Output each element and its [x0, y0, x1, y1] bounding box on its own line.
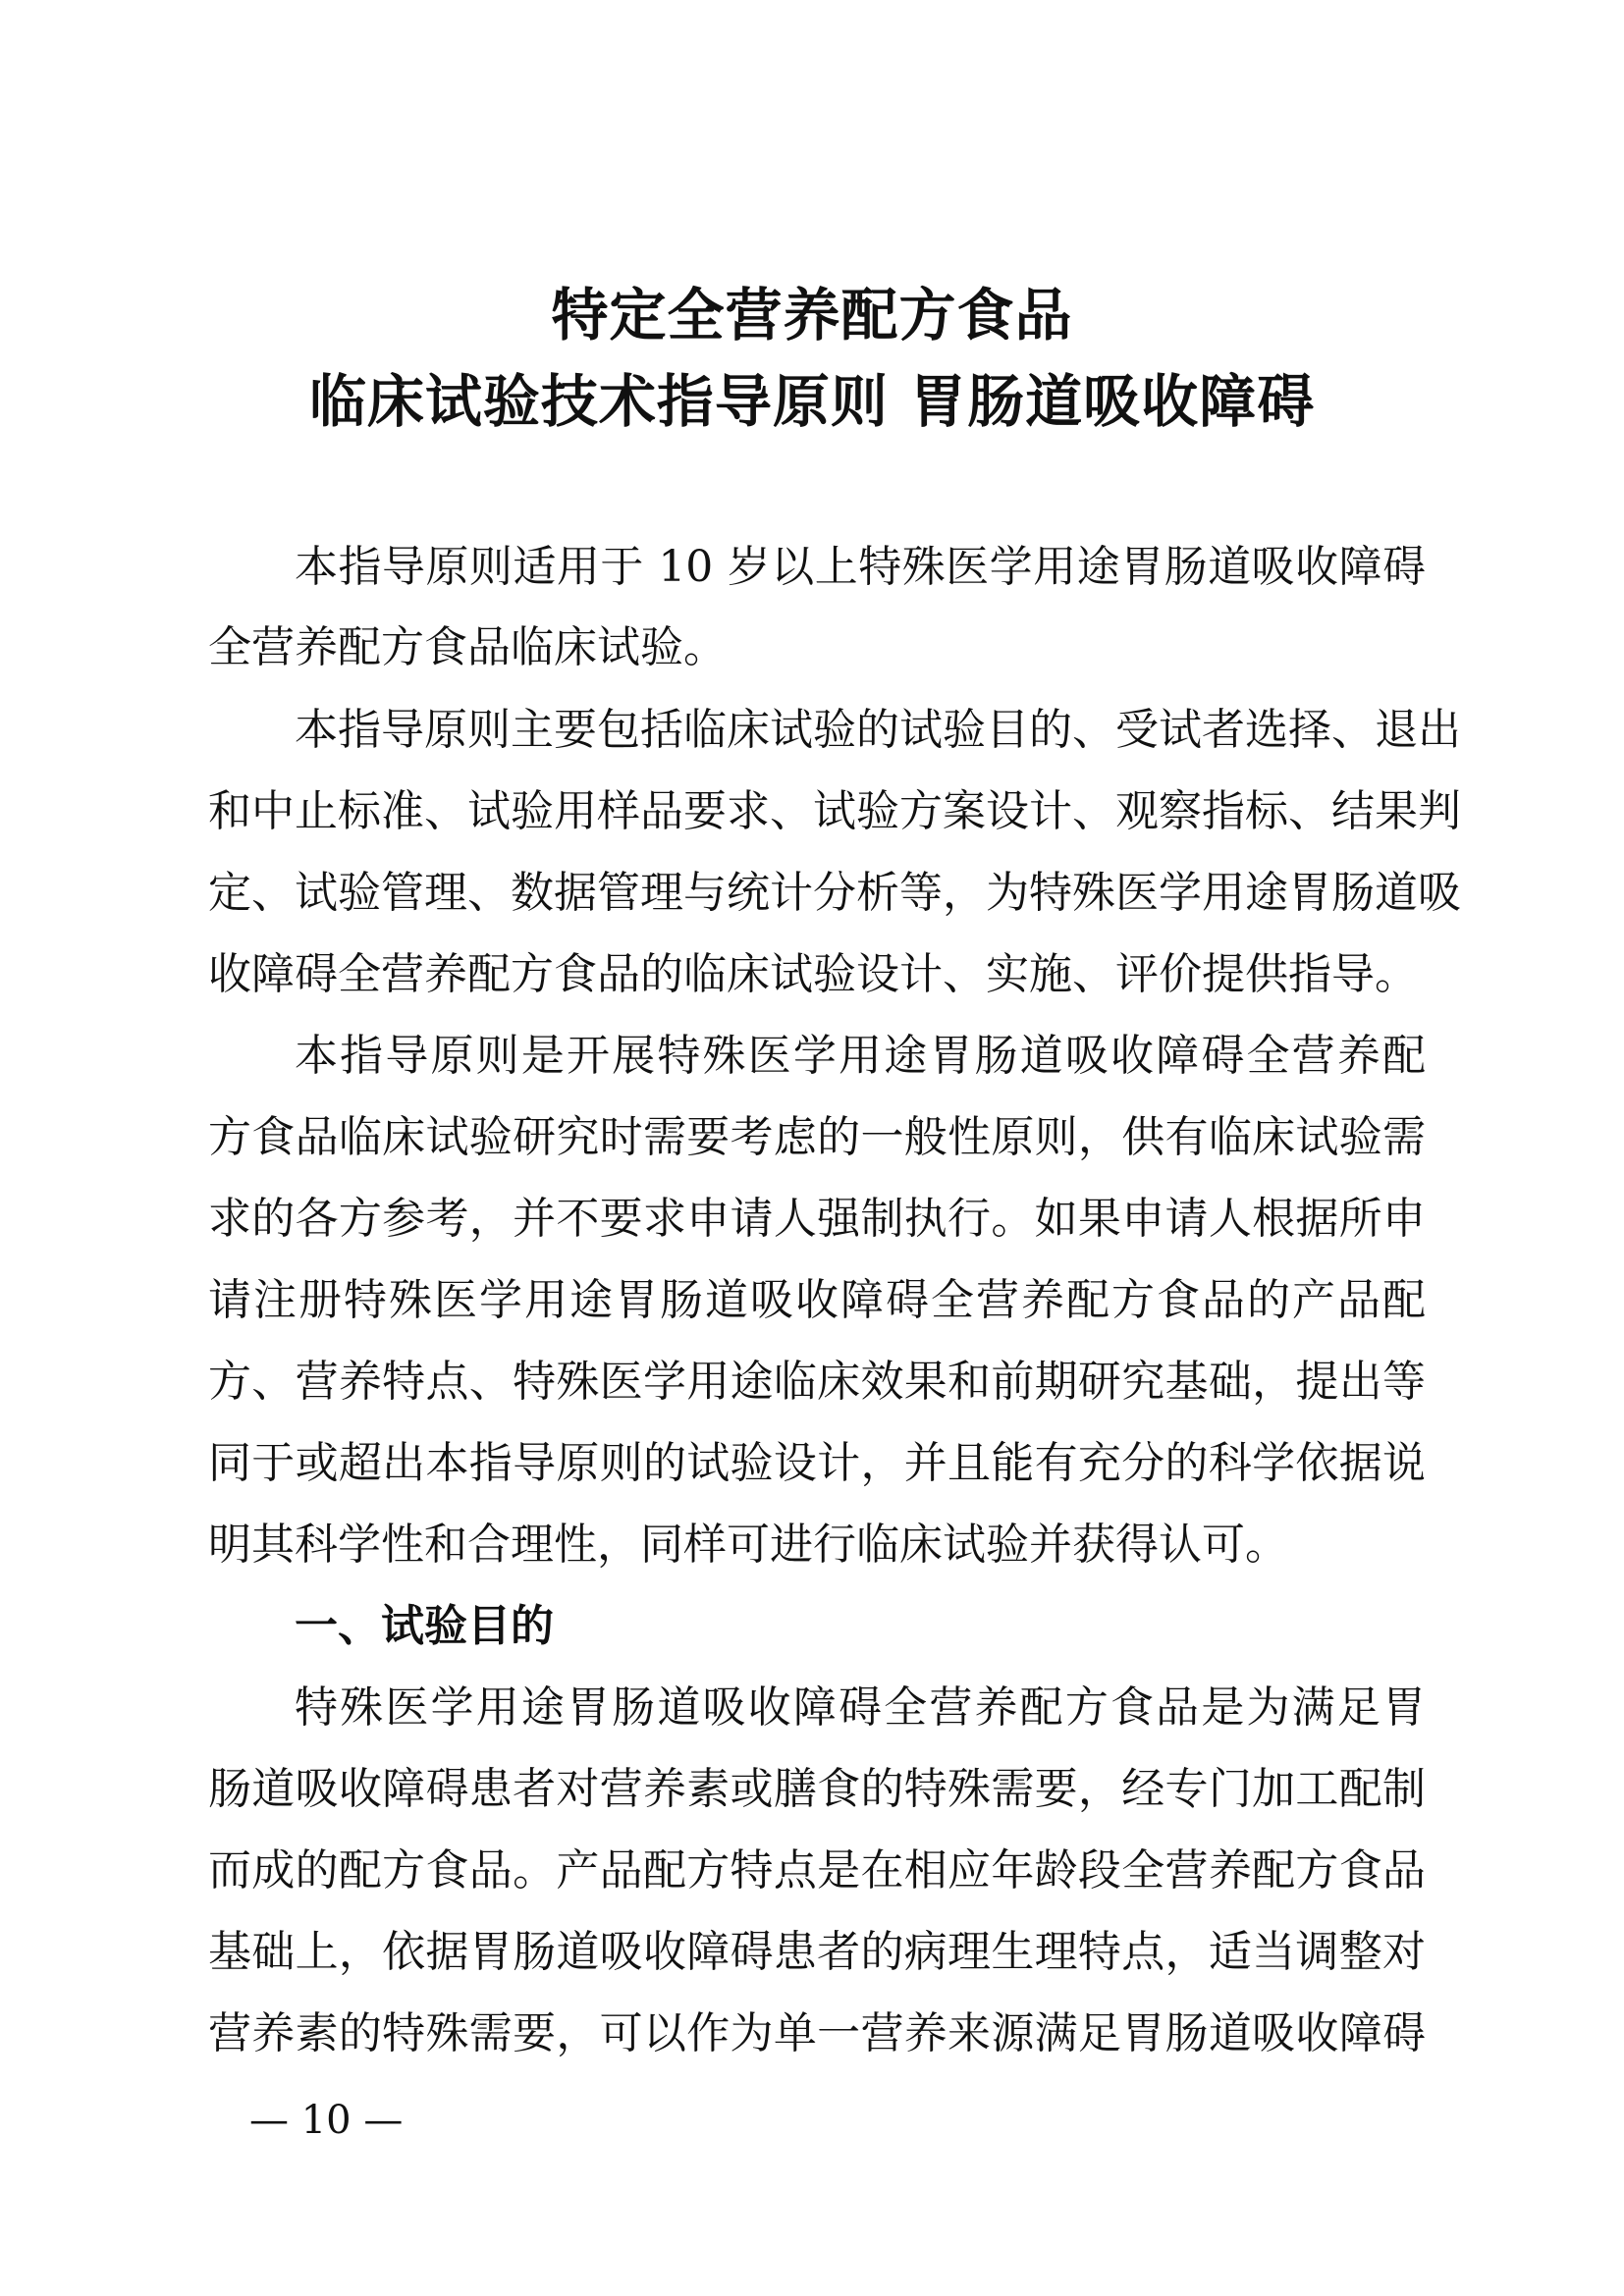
section-1-line-2: 肠道吸收障碍患者对营养素或膳食的特殊需要，经专门加工配制 [208, 1764, 1426, 1814]
paragraph-3-line-4: 请注册特殊医学用途胃肠道吸收障碍全营养配方食品的产品配 [208, 1275, 1426, 1325]
section-1-line-1: 特殊医学用途胃肠道吸收障碍全营养配方食品是为满足胃 [295, 1682, 1426, 1733]
title-line-2: 临床试验技术指导原则 胃肠道吸收障碍 [308, 368, 1316, 435]
paragraph-2-line-4: 收障碍全营养配方食品的临床试验设计、实施、评价提供指导。 [208, 949, 1418, 999]
paragraph-3-line-3: 求的各方参考，并不要求申请人强制执行。如果申请人根据所申 [208, 1194, 1426, 1244]
section-1-line-4: 基础上，依据胃肠道吸收障碍患者的病理生理特点，适当调整对 [208, 1927, 1426, 1977]
paragraph-3-line-5: 方、营养特点、特殊医学用途临床效果和前期研究基础，提出等 [208, 1357, 1426, 1407]
paragraph-3-line-2: 方食品临床试验研究时需要考虑的一般性原则，供有临床试验需 [208, 1112, 1426, 1162]
paragraph-2-line-2: 和中止标准、试验用样品要求、试验方案设计、观察指标、结果判 [208, 786, 1461, 836]
paragraph-3-line-6: 同于或超出本指导原则的试验设计，并且能有充分的科学依据说 [208, 1438, 1426, 1488]
paragraph-2-line-1: 本指导原则主要包括临床试验的试验目的、受试者选择、退出 [295, 705, 1461, 755]
section-1-line-3: 而成的配方食品。产品配方特点是在相应年龄段全营养配方食品 [208, 1845, 1426, 1896]
paragraph-2-line-3: 定、试验管理、数据管理与统计分析等，为特殊医学用途胃肠道吸 [208, 868, 1461, 918]
paragraph-3-line-1: 本指导原则是开展特殊医学用途胃肠道吸收障碍全营养配 [295, 1031, 1426, 1081]
section-heading: 一、试验目的 [295, 1601, 554, 1651]
section-1-line-5: 营养素的特殊需要，可以作为单一营养来源满足胃肠道吸收障碍 [208, 2008, 1426, 2058]
paragraph-1-line-2: 全营养配方食品临床试验。 [208, 622, 727, 672]
page-number: — 10 — [249, 2098, 404, 2143]
paragraph-3-line-7: 明其科学性和合理性，同样可进行临床试验并获得认可。 [208, 1520, 1288, 1570]
paragraph-1-line-1: 本指导原则适用于 10 岁以上特殊医学用途胃肠道吸收障碍 [295, 542, 1426, 592]
title-line-1: 特定全营养配方食品 [551, 282, 1073, 348]
